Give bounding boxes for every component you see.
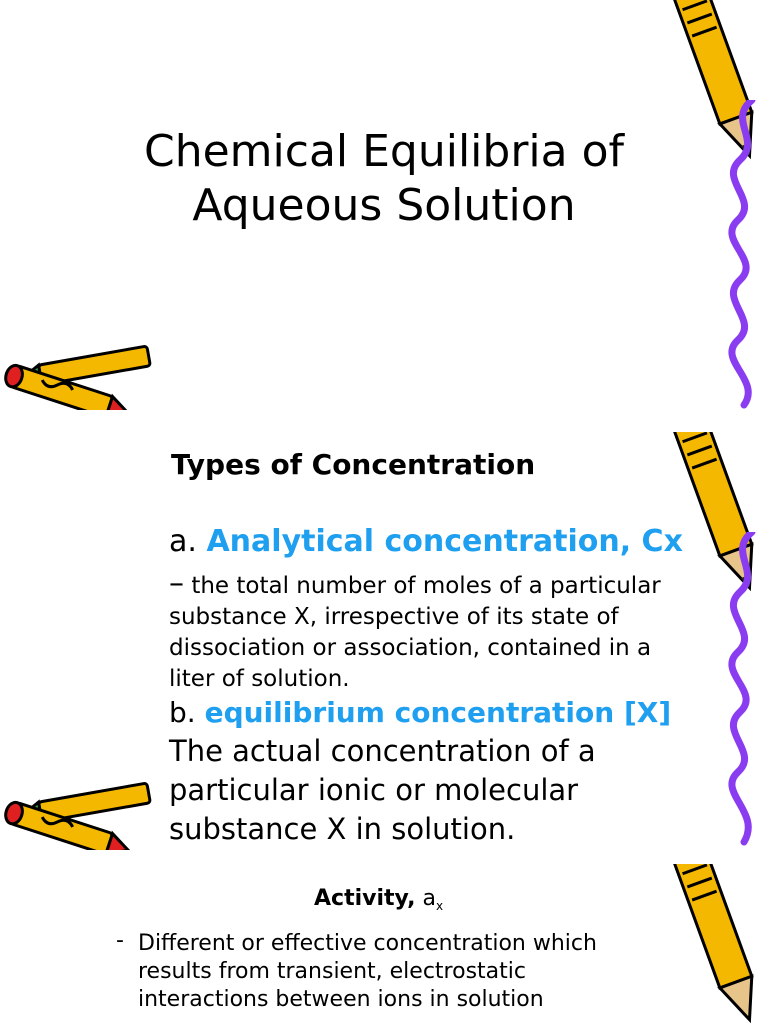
activity-subscript: x (436, 899, 444, 913)
term-b-label: equilibrium concentration [X] (204, 696, 672, 729)
pencil-border-icon (640, 864, 768, 1024)
term-b-description: The actual concentration of a particular ionic or molecular substance X in solution. (169, 734, 596, 846)
activity-symbol: a (422, 886, 436, 911)
page-title (0, 125, 768, 233)
section-heading: Types of Concentration (171, 448, 536, 481)
pencils-clipart-icon (0, 777, 160, 850)
term-a (169, 524, 683, 559)
term-b (169, 696, 671, 729)
pencils-clipart-icon (0, 340, 160, 410)
term-a-dash: – (169, 566, 184, 601)
title-line-2: Aqueous Solution (192, 180, 576, 231)
slide-title (0, 0, 768, 410)
slide-concentration (0, 432, 768, 850)
slide-activity (0, 864, 768, 1024)
term-a-description (169, 568, 689, 695)
title-line-1: Chemical Equilibria of (143, 126, 625, 177)
term-b-marker: b. (169, 696, 196, 729)
squiggle-border-icon (722, 532, 768, 850)
activity-definition: Different or effective concentration which results from transient, electrostatic interactions between ions in solution (138, 931, 597, 1012)
activity-heading (314, 886, 443, 913)
term-a-text: the total number of moles of a particular substance X, irrespective of its state of dissociation or association, contained in a liter of solution. (169, 573, 661, 692)
term-a-label: Analytical concentration, Cx (206, 524, 683, 559)
activity-heading-label: Activity, (314, 886, 416, 911)
term-a-marker: a. (169, 524, 197, 559)
bullet-marker: - (116, 928, 124, 953)
